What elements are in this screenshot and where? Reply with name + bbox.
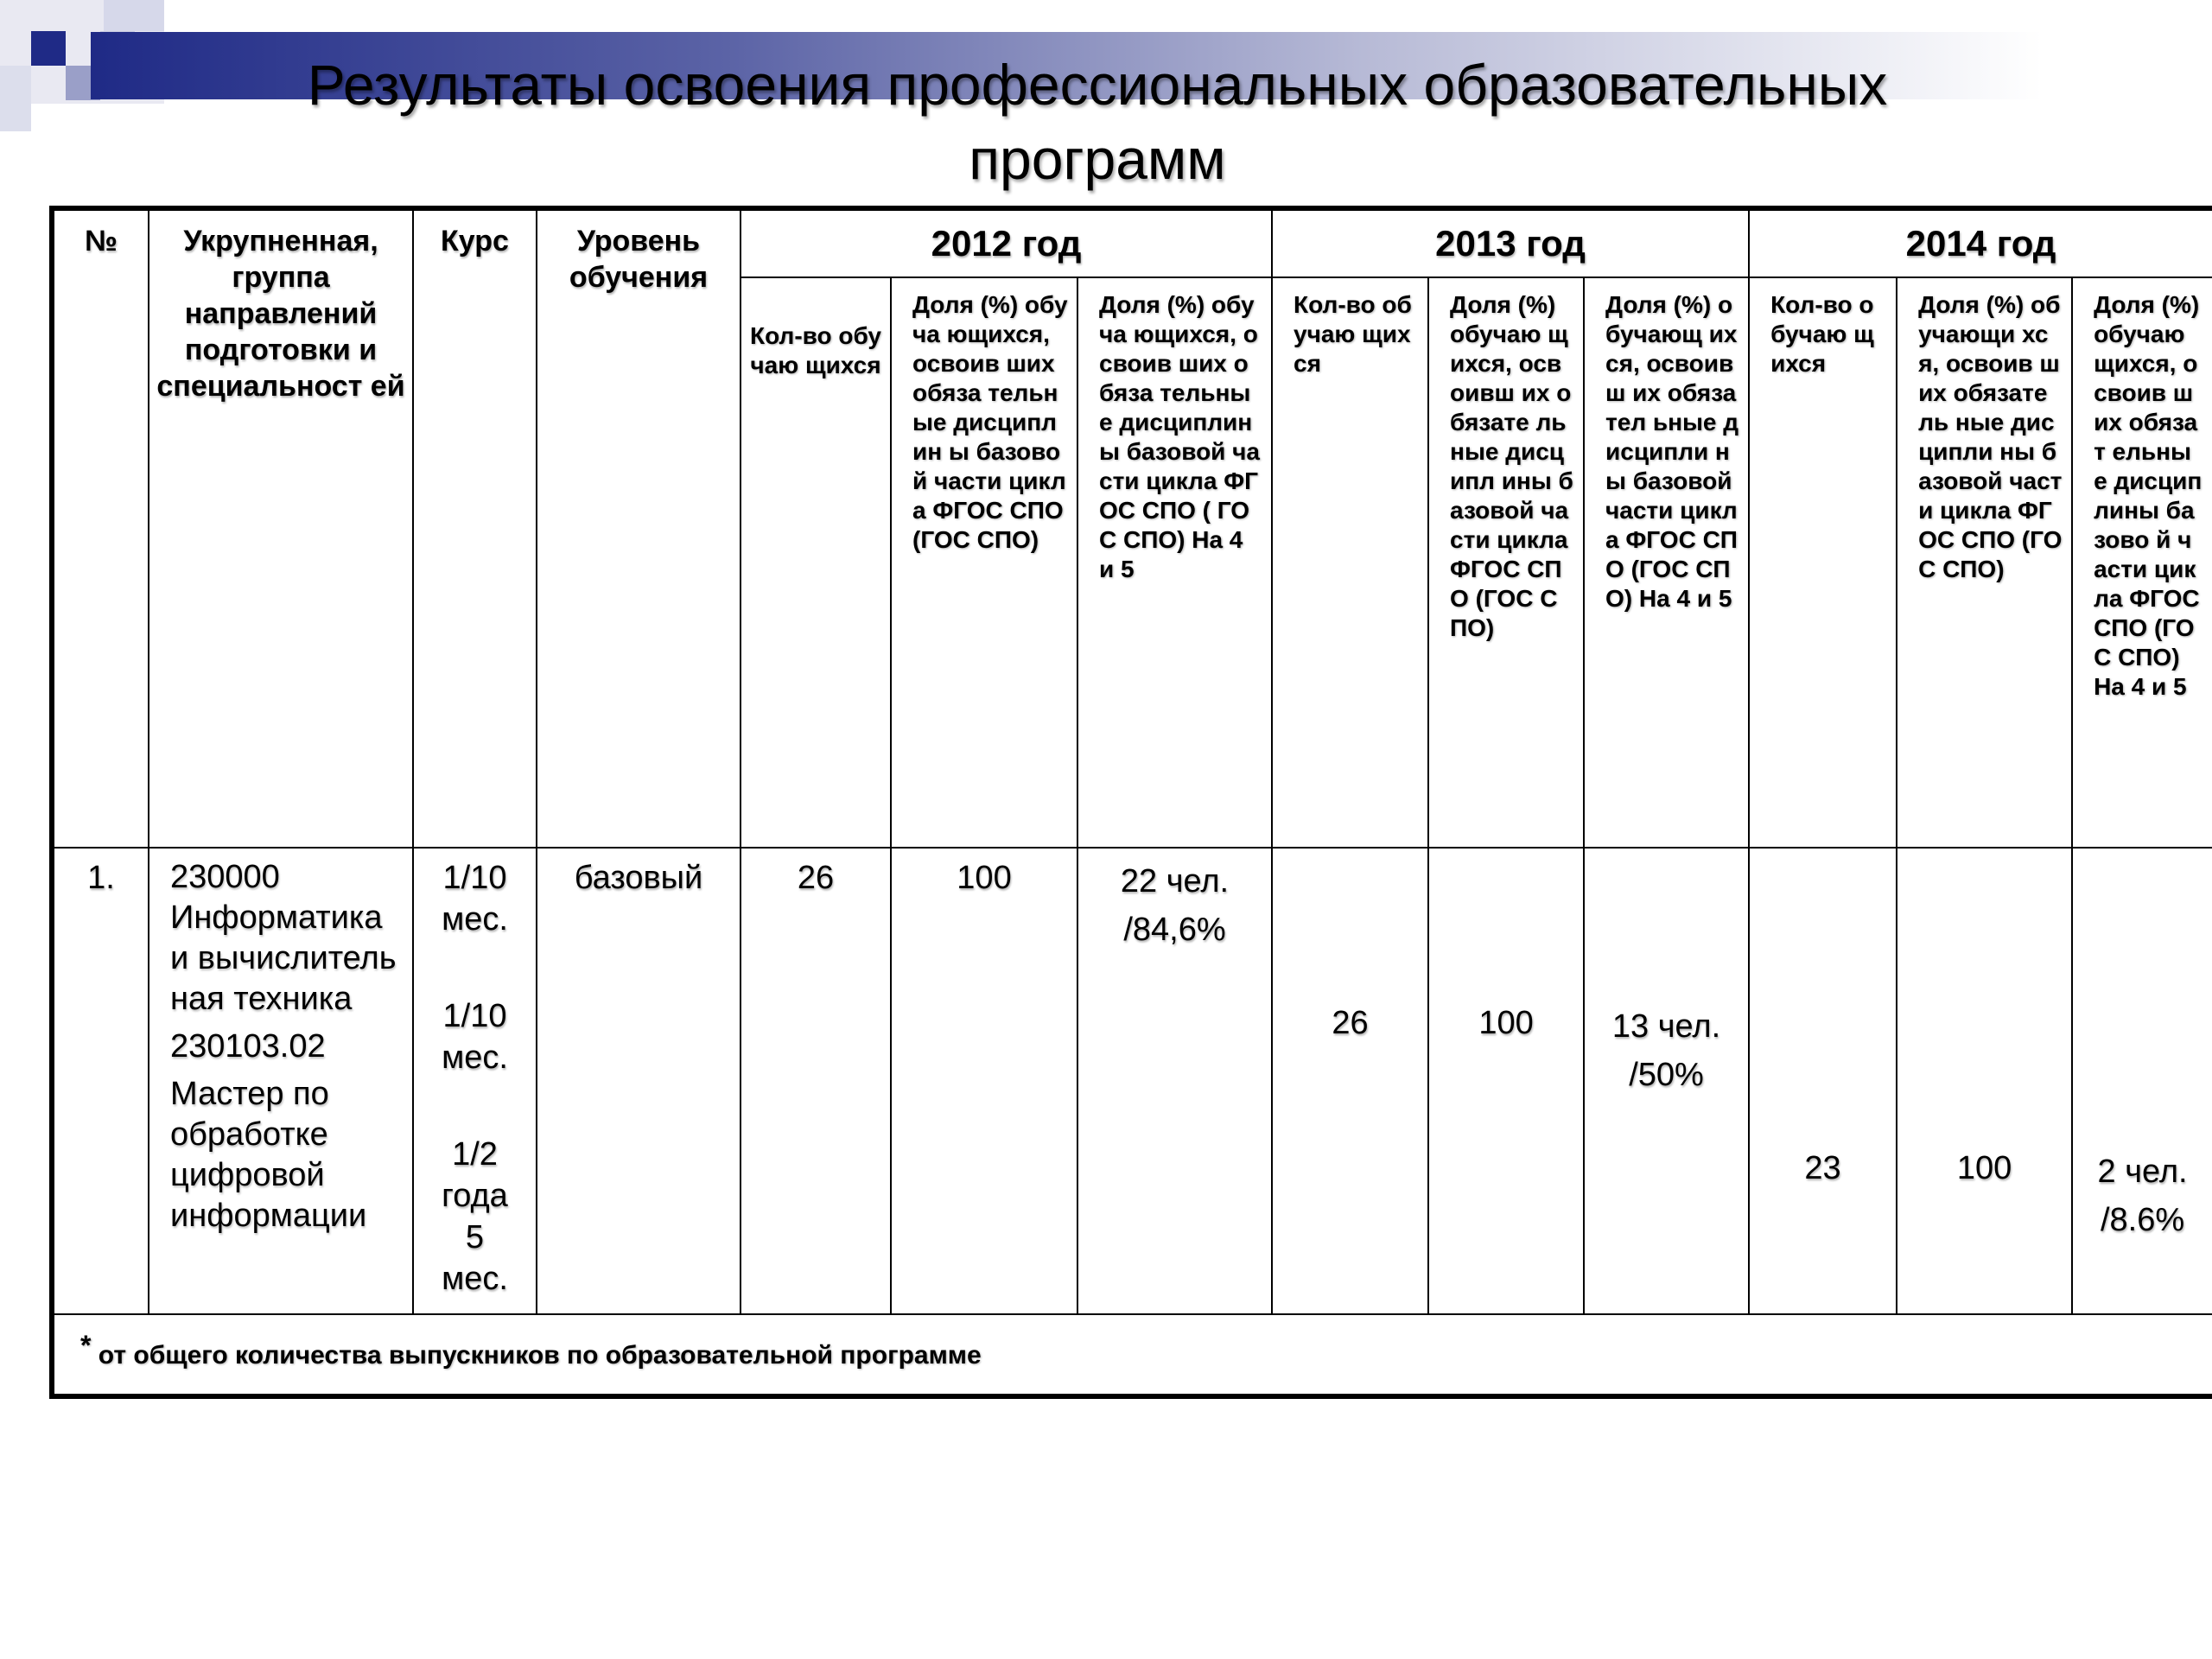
row-level: базовый bbox=[537, 848, 741, 1314]
header-2014-share: Доля (%) обучающи хся, освоив ших обязатель ные дисципли ны базовой части цикла ФГОС СПО (ГОС СПО) bbox=[1897, 277, 2072, 848]
footnote bbox=[52, 1314, 2212, 1396]
header-2013-share45: Доля (%) обучающ ихся, освоивш их обязател ьные дисципли ны базовой части цикла ФГОС СПО (ГОС СПО) На 4 и 5 bbox=[1584, 277, 1749, 848]
course-3c: 5 bbox=[465, 1219, 485, 1255]
row-2014-share: 100 bbox=[1897, 848, 2072, 1314]
row-2014-count: 23 bbox=[1749, 848, 1897, 1314]
course-1b: мес. bbox=[442, 901, 508, 938]
header-year-2012: 2012 год bbox=[741, 208, 1272, 277]
row-course bbox=[413, 848, 537, 1314]
course-1a: 1/10 bbox=[442, 860, 507, 896]
row-2013-share45-count: 13 чел. bbox=[1611, 1008, 1721, 1045]
header-2014-share45: Доля (%) обучаю щихся, освоив ших обязат ельные дисцип лины базово й части цикла ФГОС СПО (ГОС СПО) На 4 и 5 bbox=[2072, 277, 2212, 848]
course-3d: мес. bbox=[442, 1261, 508, 1297]
header-2013-count: Кол-во обучаю щихся bbox=[1272, 277, 1428, 848]
course-2a: 1/10 bbox=[442, 998, 507, 1034]
results-table bbox=[49, 206, 2212, 1399]
course-3b: года bbox=[442, 1178, 508, 1214]
row-2014-share45 bbox=[2072, 848, 2212, 1314]
header-2012-count: Кол-во обучаю щихся bbox=[741, 277, 891, 848]
header-2013-share: Доля (%) обучаю щихся, освоивш их обязате льные дисципл ины базовой части цикла ФГОС СПО (ГОС СПО) bbox=[1428, 277, 1584, 848]
course-2b: мес. bbox=[442, 1039, 508, 1076]
row-2014-share45-percent: /8.6% bbox=[2100, 1202, 2185, 1238]
row-2012-share45-percent: /84,6% bbox=[1123, 912, 1226, 948]
row-2013-share45 bbox=[1584, 848, 1749, 1314]
group-name: Информатика и вычислитель ная техника bbox=[170, 899, 397, 1017]
row-2012-share45 bbox=[1077, 848, 1272, 1314]
header-course: Курс bbox=[413, 208, 537, 848]
footnote-mark: * bbox=[80, 1330, 92, 1361]
header-2012-share: Доля (%) обуча ющихся, освоив ших обяза тельные дисциплин ы базовой части цикла ФГОС СПО (ГОС СПО) bbox=[891, 277, 1077, 848]
header-2014-count: Кол-во обучаю щихся bbox=[1749, 277, 1897, 848]
row-2013-share45-percent: /50% bbox=[1629, 1057, 1704, 1093]
header-group: Укрупненная, группа направлений подготовки и специальност ей bbox=[149, 208, 413, 848]
row-2013-share: 100 bbox=[1428, 848, 1584, 1314]
spec-name: Мастер по обработке цифровой информации bbox=[170, 1076, 367, 1234]
row-2014-share45-count: 2 чел. bbox=[2097, 1154, 2188, 1190]
table-row bbox=[52, 848, 2212, 1314]
row-2013-count: 26 bbox=[1272, 848, 1428, 1314]
group-code: 230000 bbox=[170, 859, 280, 895]
title-line-2: программ bbox=[969, 127, 1226, 191]
header-num: № bbox=[52, 208, 149, 848]
header-year-2013: 2013 год bbox=[1272, 208, 1749, 277]
row-2012-share: 100 bbox=[891, 848, 1077, 1314]
footnote-text: от общего количества выпускников по образовательной программе bbox=[98, 1341, 982, 1370]
header-row-years bbox=[52, 208, 2212, 277]
header-year-2014: 2014 год bbox=[1749, 208, 2212, 277]
header-2012-share45: Доля (%) обуча ющихся, освоив ших обяза тельные дисциплин ы базовой части цикла ФГОС СПО ( ГОС СПО) На 4 и 5 bbox=[1077, 277, 1272, 848]
spec-code: 230103.02 bbox=[170, 1028, 326, 1065]
slide-title bbox=[138, 48, 2056, 196]
row-2012-share45-count: 22 чел. bbox=[1120, 863, 1230, 899]
footnote-row bbox=[52, 1314, 2212, 1396]
row-num: 1. bbox=[52, 848, 149, 1314]
header-level: Уровень обучения bbox=[537, 208, 741, 848]
title-line-1: Результаты освоения профессиональных образовательных bbox=[307, 53, 1888, 117]
row-2012-count: 26 bbox=[741, 848, 891, 1314]
row-group bbox=[149, 848, 413, 1314]
course-3a: 1/2 bbox=[452, 1136, 498, 1173]
